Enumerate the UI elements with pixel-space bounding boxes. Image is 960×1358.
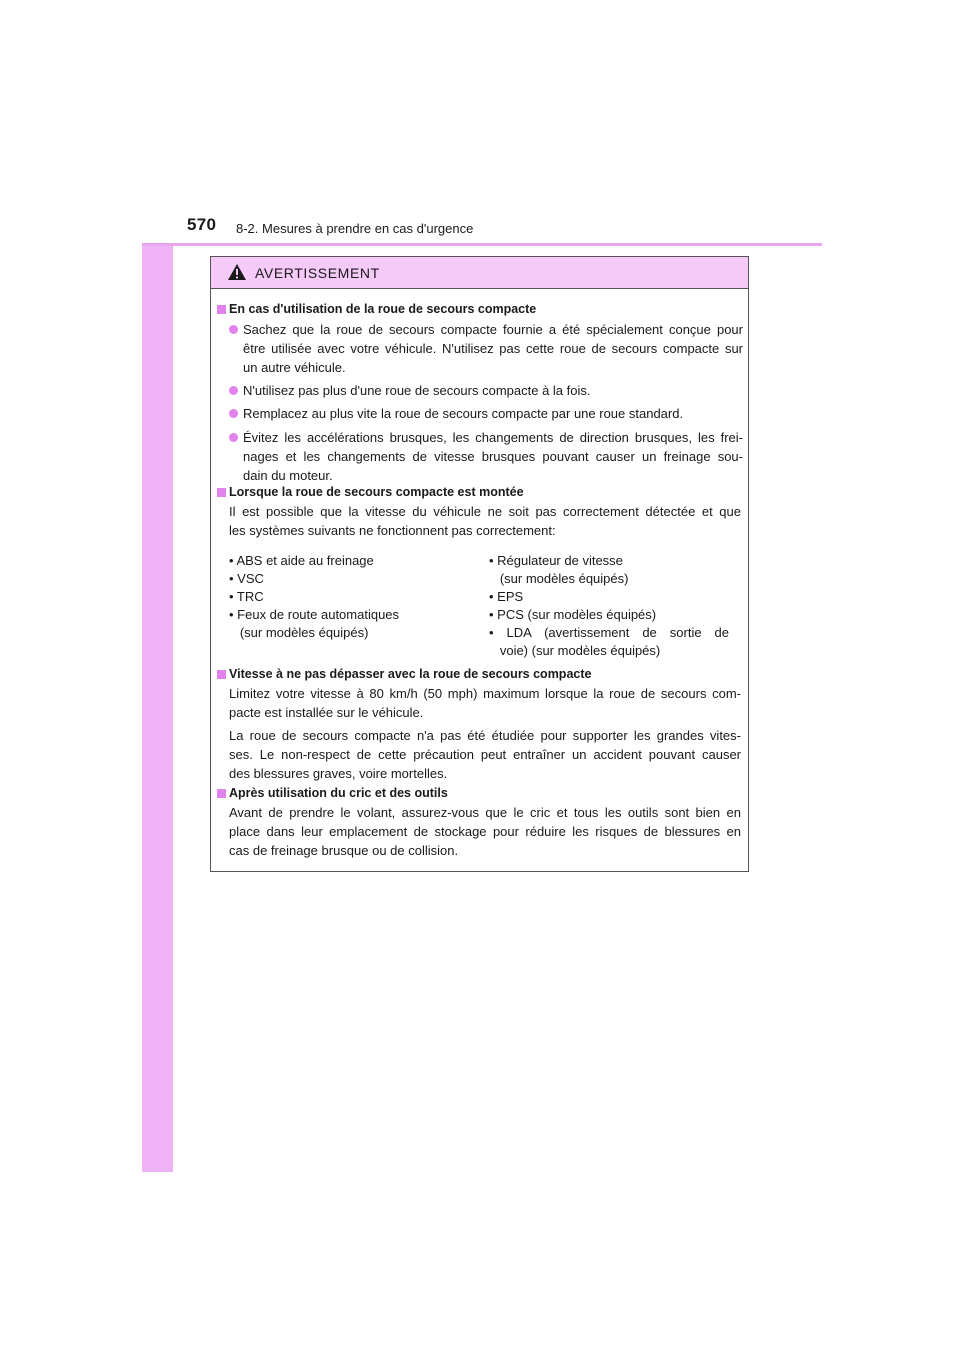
system-list-item: • Feux de route automatiques xyxy=(229,607,400,622)
section-marker xyxy=(217,789,226,798)
section-title: 8-2. Mesures à prendre en cas d'urgence xyxy=(236,221,474,236)
section-heading: Lorsque la roue de secours compacte est montée xyxy=(229,485,524,499)
paragraph-line: les systèmes suivants ne fonctionnent pas correctement: xyxy=(229,523,556,538)
paragraph-line: pacte est installée sur le véhicule. xyxy=(229,705,424,720)
system-list-item: • PCS (sur modèles équipés) xyxy=(489,607,657,622)
warning-header xyxy=(211,257,748,289)
paragraph-line: place dans leur emplacement de stockage pour réduire les risques de blessures en xyxy=(229,824,741,839)
bullet-line: N'utilisez pas plus d'une roue de secours compacte à la fois. xyxy=(243,383,591,398)
warning-title: AVERTISSEMENT xyxy=(255,265,380,281)
bullet-line: Remplacez au plus vite la roue de secours compacte par une roue standard. xyxy=(243,406,684,421)
paragraph-line: des blessures graves, voire mortelles. xyxy=(229,766,448,781)
bullet-dot xyxy=(229,433,238,442)
warning-box xyxy=(210,256,749,872)
paragraph-line: Avant de prendre le volant, assurez-vous que le cric et tous les outils sont bien en xyxy=(229,805,741,820)
system-list-item: (sur modèles équipés) xyxy=(229,625,369,640)
bullet-line: dain du moteur. xyxy=(243,468,333,483)
paragraph-line: ses. Le non-respect de cette précaution peut entraîner un accident pouvant causer xyxy=(229,747,741,762)
paragraph-line: cas de freinage brusque ou de collision. xyxy=(229,843,459,858)
system-list-item: • LDA (avertissement de sortie de xyxy=(489,625,729,640)
section-marker xyxy=(217,305,226,314)
paragraph-line: Limitez votre vitesse à 80 km/h (50 mph) maximum lorsque la roue de secours com- xyxy=(229,686,741,701)
bullet-dot xyxy=(229,386,238,395)
system-list-item: • EPS xyxy=(489,589,524,604)
system-list-item: (sur modèles équipés) xyxy=(489,571,629,586)
section-heading: Vitesse à ne pas dépasser avec la roue de secours compacte xyxy=(229,667,592,681)
section-heading: Après utilisation du cric et des outils xyxy=(229,786,448,800)
header-band xyxy=(142,195,822,245)
section-heading: En cas d'utilisation de la roue de secours compacte xyxy=(229,302,537,316)
system-list-item: • VSC xyxy=(229,571,264,586)
bullet-line: un autre véhicule. xyxy=(243,360,346,375)
bullet-line: Évitez les accélérations brusques, les changements de direction brusques, les frei- xyxy=(243,430,743,445)
system-list-item: voie) (sur modèles équipés) xyxy=(489,643,661,658)
bullet-line: être utilisée avec votre véhicule. N'utilisez pas cette roue de secours compacte sur xyxy=(243,341,743,356)
paragraph-line: Il est possible que la vitesse du véhicule ne soit pas correctement détectée et que xyxy=(229,504,741,519)
section-marker xyxy=(217,488,226,497)
page-number: 570 xyxy=(187,215,217,234)
bullet-line: Sachez que la roue de secours compacte fournie a été spécialement conçue pour xyxy=(243,322,743,337)
paragraph-line: La roue de secours compacte n'a pas été étudiée pour supporter les grandes vites- xyxy=(229,728,741,743)
bullet-dot xyxy=(229,409,238,418)
system-list-item: • ABS et aide au freinage xyxy=(229,553,374,568)
warning-triangle-icon xyxy=(227,263,247,281)
system-list-item: • Régulateur de vitesse xyxy=(489,553,623,568)
bullet-line: nages et les changements de vitesse brusques pouvant causer un freinage sou- xyxy=(243,449,743,464)
system-list-item: • TRC xyxy=(229,589,264,604)
bullet-dot xyxy=(229,325,238,334)
header-rule xyxy=(142,243,822,246)
side-tab-band xyxy=(142,195,173,1172)
section-marker xyxy=(217,670,226,679)
